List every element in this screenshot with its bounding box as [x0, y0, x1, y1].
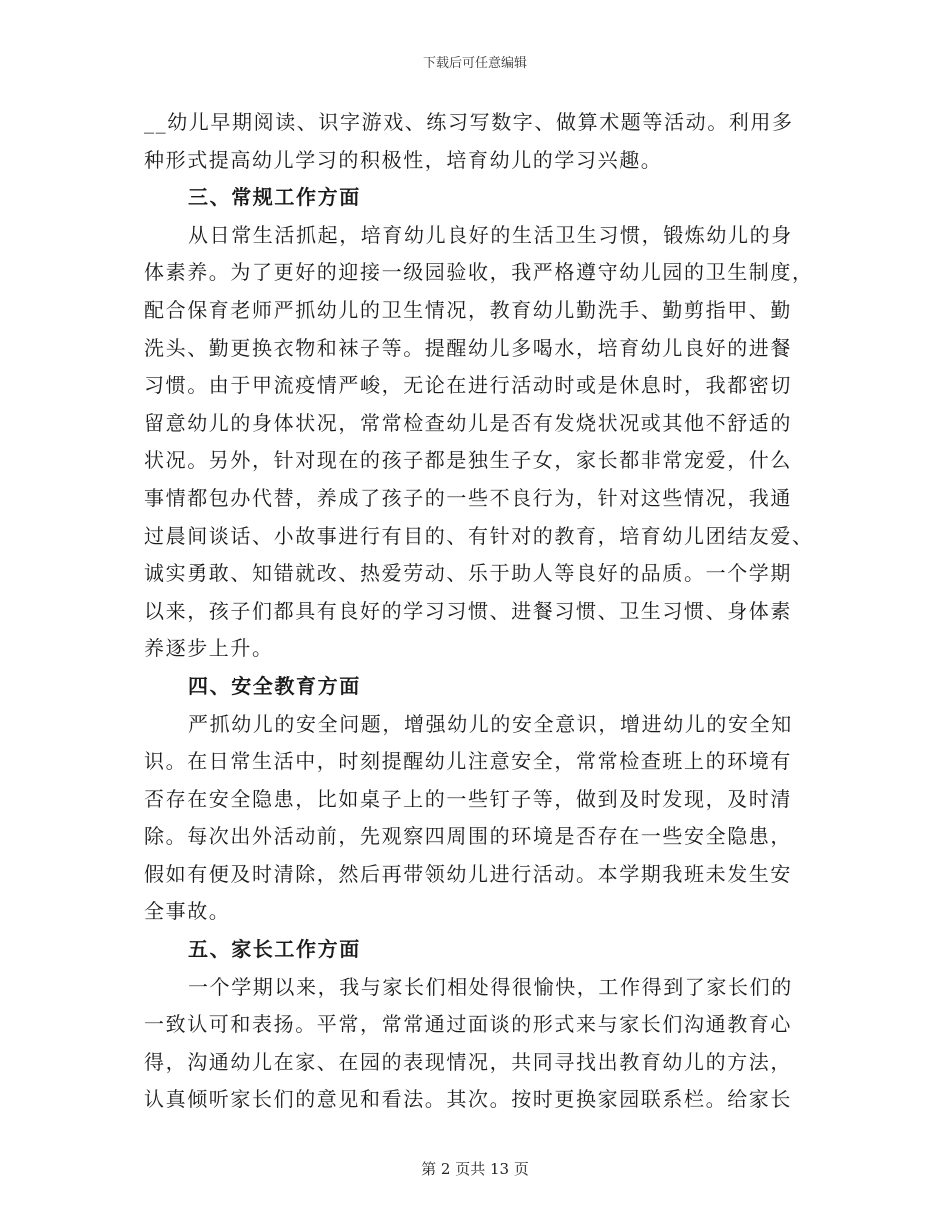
section-heading: 三、常规工作方面 — [188, 185, 361, 210]
text-line: 事情都包办代替，养成了孩子的一些不良行为，针对这些情况，我通 — [144, 485, 792, 510]
text-line: 以来，孩子们都具有良好的学习习惯、进餐习惯、卫生习惯、身体素 — [144, 598, 792, 623]
text-line: 习惯。由于甲流疫情严峻，无论在进行活动时或是休息时，我都密切 — [144, 373, 792, 398]
page-header: 下载后可任意编辑 — [422, 56, 527, 71]
document-body — [144, 104, 814, 1119]
text-line: 严抓幼儿的安全问题，增强幼儿的安全意识，增进幼儿的安全知 — [188, 711, 793, 736]
page-footer: 第 2 页共 13 页 — [421, 1160, 529, 1178]
text-line: 除。每次出外活动前，先观察四周围的环境是否存在一些安全隐患， — [144, 824, 792, 849]
text-line: 从日常生活抓起，培育幼儿良好的生活卫生习惯，锻炼幼儿的身 — [188, 222, 793, 247]
section-heading: 四、安全教育方面 — [188, 673, 361, 698]
text-line: 得，沟通幼儿在家、在园的表现情况，共同寻找出教育幼儿的方法， — [144, 1049, 792, 1074]
text-line: 认真倾听家长们的意见和看法。其次。按时更换家园联系栏。给家长 — [144, 1087, 792, 1112]
text-line: 养逐步上升。 — [144, 636, 274, 661]
text-line: 一致认可和表扬。平常，常常通过面谈的形式来与家长们沟通教育心 — [144, 1012, 792, 1037]
text-line: 全事故。 — [144, 899, 231, 924]
section-heading: 五、家长工作方面 — [188, 937, 361, 962]
text-line: 状况。另外，针对现在的孩子都是独生子女，家长都非常宠爱，什么 — [144, 448, 792, 473]
text-line: 过晨间谈话、小故事进行有目的、有针对的教育，培育幼儿团结友爱、 — [144, 523, 814, 548]
text-line: 否存在安全隐患，比如桌子上的一些钉子等，做到及时发现，及时清 — [144, 786, 792, 811]
text-line: 洗头、勤更换衣物和袜子等。提醒幼儿多喝水，培育幼儿良好的进餐 — [144, 335, 792, 360]
text-line: 配合保育老师严抓幼儿的卫生情况，教育幼儿勤洗手、勤剪指甲、勤 — [144, 297, 792, 322]
text-line: 假如有便及时清除，然后再带领幼儿进行活动。本学期我班未发生安 — [144, 861, 792, 886]
text-line: 一个学期以来，我与家长们相处得很愉快，工作得到了家长们的 — [188, 974, 793, 999]
text-line: __幼儿早期阅读、识字游戏、练习写数字、做算术题等活动。利用多 — [144, 110, 794, 134]
text-line: 种形式提高幼儿学习的积极性，培育幼儿的学习兴趣。 — [144, 147, 663, 172]
text-line: 留意幼儿的身体状况，常常检查幼儿是否有发烧状况或其他不舒适的 — [144, 410, 792, 435]
text-line: 体素养。为了更好的迎接一级园验收，我严格遵守幼儿园的卫生制度， — [144, 260, 814, 285]
text-line: 诚实勇敢、知错就改、热爱劳动、乐于助人等良好的品质。一个学期 — [144, 561, 792, 586]
text-line: 识。在日常生活中，时刻提醒幼儿注意安全，常常检查班上的环境有 — [144, 749, 792, 774]
